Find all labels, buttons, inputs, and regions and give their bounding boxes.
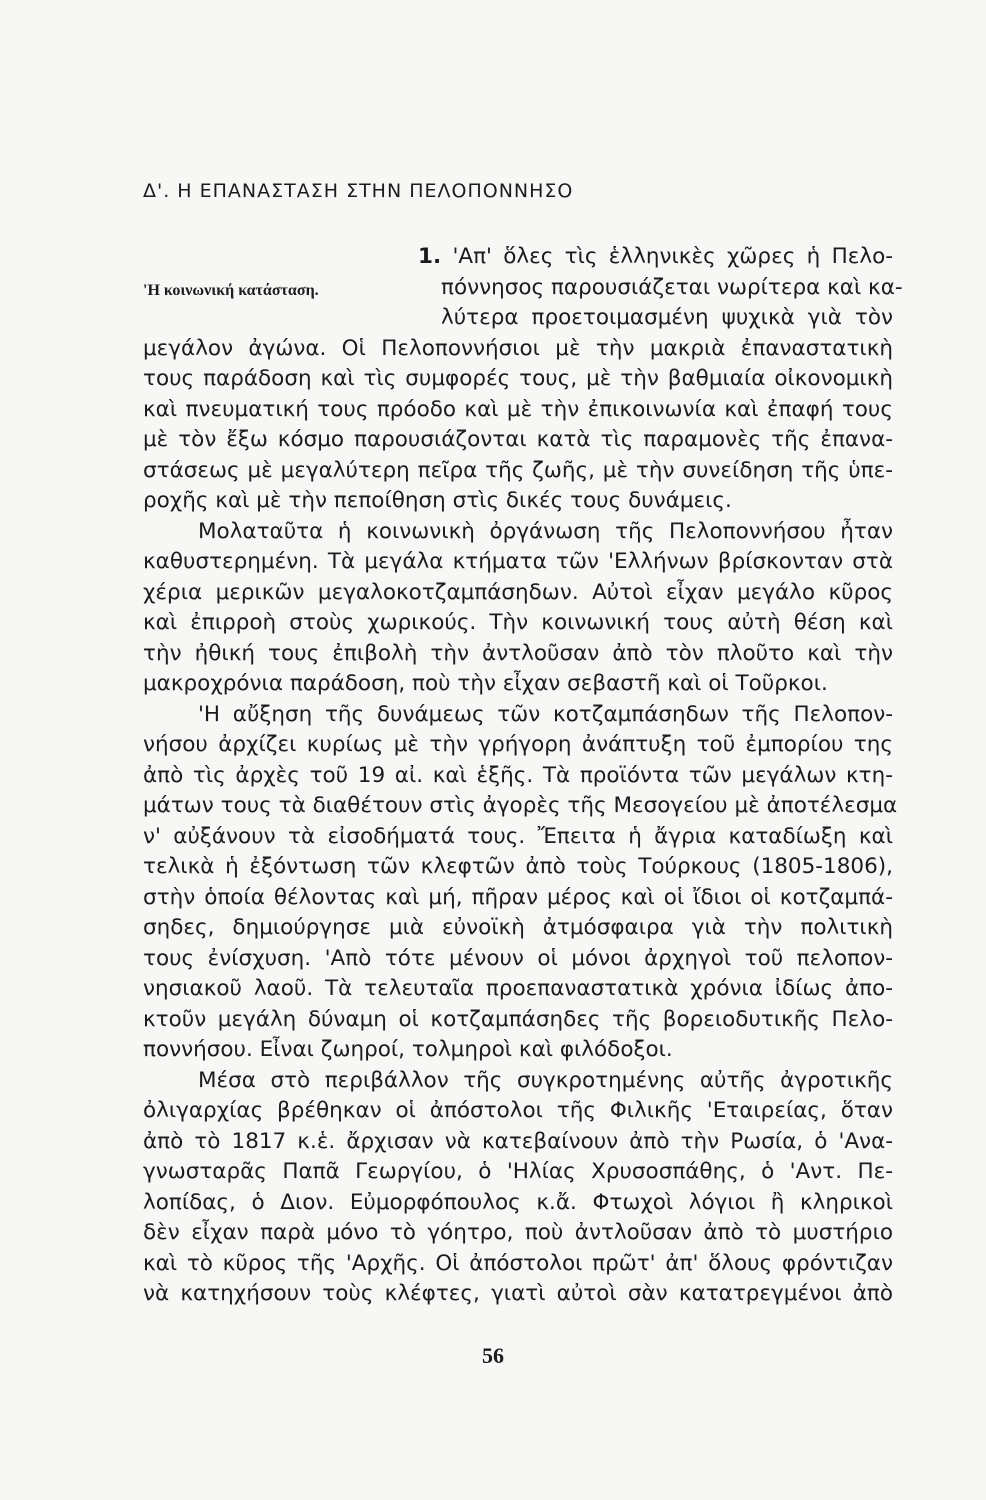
- text-line: νησιακοῦ λαοῦ. Τὰ τελευταῖα προεπαναστατικὰ χρόνια ἰδίως ἀπο-: [143, 976, 893, 1001]
- text-line: ὀλιγαρχίας βρέθηκαν οἱ ἀπόστολοι τῆς Φιλικῆς 'Εταιρείας, ὅταν: [143, 1098, 893, 1123]
- text-line: τους ἐνίσχυση. 'Απὸ τότε μένουν οἱ μόνοι ἀρχηγοὶ τοῦ πελοπον-: [143, 945, 893, 971]
- text-line: τελικὰ ἡ ἐξόντωση τῶν κλεφτῶν ἀπὸ τοὺς Τούρκους (1805-1806),: [143, 854, 893, 879]
- text-line: 1. 'Απ' ὅλες τὶς ἑλληνικὲς χῶρες ἡ Πελο-: [418, 244, 893, 269]
- section-number: 1.: [418, 244, 442, 269]
- text-line: τὴν ἠθική τους ἐπιβολὴ τὴν ἀντλοῦσαν ἀπὸ τὸν πλοῦτο καὶ τὴν: [143, 640, 893, 666]
- text-line: λύτερα προετοιμασμένη ψυχικὰ γιὰ τὸν: [441, 305, 893, 330]
- text-line: ἀπὸ τὸ 1817 κ.ἑ. ἄρχισαν νὰ κατεβαίνουν ἀπὸ τὴν Ρωσία, ὁ 'Ανα-: [143, 1128, 893, 1154]
- text-line: δὲν εἶχαν παρὰ μόνο τὸ γόητρο, ποὺ ἀντλοῦσαν ἀπὸ τὸ μυστήριο: [143, 1220, 893, 1245]
- text-line: λοπίδας, ὁ Διον. Εὐμορφόπουλος κ.ἄ. Φτωχοὶ λόγιοι ἢ κληρικοὶ: [143, 1189, 893, 1215]
- text-line: κτοῦν μεγάλη δύναμη οἱ κοτζαμπάσηδες τῆς βορειοδυτικῆς Πελο-: [143, 1006, 893, 1032]
- text-line: μάτων τους τὰ διαθέτουν στὶς ἀγορὲς τῆς Μεσογείου μὲ ἀποτέλεσμα: [143, 793, 898, 818]
- text-line: μακροχρόνια παράδοση, ποὺ τὴν εἶχαν σεβαστῆ καὶ οἱ Τοῦρκοι.: [143, 671, 828, 696]
- text-line: Μολαταῦτα ἡ κοινωνικὴ ὀργάνωση τῆς Πελοποννήσου ἦταν: [198, 518, 893, 544]
- text-line: νὰ κατηχήσουν τοὺς κλέφτες, γιατὶ αὐτοὶ σὰν κατατρεγμένοι ἀπὸ: [143, 1281, 893, 1306]
- text-line: νήσου ἀρχίζει κυρίως μὲ τὴν γρήγορη ἀνάπτυξη τοῦ ἐμπορίου της: [143, 732, 893, 757]
- text-line: τους παράδοση καὶ τὶς συμφορές τους, μὲ τὴν βαθμιαία οἰκονομικὴ: [143, 366, 893, 391]
- page-number: 56: [482, 1343, 504, 1368]
- margin-note: 'Η κοινωνική κατάσταση.: [143, 282, 319, 299]
- text-line: γνωσταρᾶς Παπᾶ Γεωργίου, ὁ 'Ηλίας Χρυσοσπάθης, ὁ 'Αντ. Πε-: [143, 1159, 893, 1184]
- text-line: σηδες, δημιούργησε μιὰ εὐνοϊκὴ ἀτμόσφαιρα γιὰ τὴν πολιτικὴ: [143, 915, 893, 940]
- body-text: [143, 242, 903, 1310]
- text-line: ἀπὸ τὶς ἀρχὲς τοῦ 19 αἰ. καὶ ἑξῆς. Τὰ προϊόντα τῶν μεγάλων κτη-: [143, 762, 893, 788]
- text-line: μὲ τὸν ἔξω κόσμο παρουσιάζονται κατὰ τὶς παραμονὲς τῆς ἐπανα-: [143, 427, 893, 452]
- text-line: στάσεως μὲ μεγαλύτερη πεῖρα τῆς ζωῆς, μὲ τὴν συνείδηση τῆς ὑπε-: [143, 457, 893, 483]
- text-line: καθυστερημένη. Τὰ μεγάλα κτήματα τῶν 'Ελλήνων βρίσκονταν στὰ: [143, 549, 893, 574]
- text-line: πόννησος παρουσιάζεται νωρίτερα καὶ κα-: [441, 274, 903, 300]
- text-line: μεγάλον ἀγώνα. Οἱ Πελοποννήσιοι μὲ τὴν μακριὰ ἐπαναστατικὴ: [143, 335, 893, 361]
- text-line: καὶ πνευματική τους πρόοδο καὶ μὲ τὴν ἐπικοινωνία καὶ ἐπαφή τους: [143, 396, 893, 422]
- text-line: ροχῆς καὶ μὲ τὴν πεποίθηση στὶς δικές τους δυνάμεις.: [143, 488, 732, 513]
- text-line: ποννήσου. Εἶναι ζωηροί, τολμηροὶ καὶ φιλόδοξοι.: [143, 1037, 673, 1062]
- text-line: χέρια μερικῶν μεγαλοκοτζαμπάσηδων. Αὐτοὶ εἶχαν μεγάλο κῦρος: [143, 579, 893, 605]
- text-line: καὶ ἐπιρροὴ στοὺς χωρικούς. Τὴν κοινωνική τους αὐτὴ θέση καὶ: [143, 610, 893, 635]
- text-line: Μέσα στὸ περιβάλλον τῆς συγκροτημένης αὐτῆς ἀγροτικῆς: [198, 1067, 893, 1093]
- text-line: στὴν ὁποία θέλοντας καὶ μή, πῆραν μέρος καὶ οἱ ἴδιοι οἱ κοτζαμπά-: [143, 884, 893, 910]
- text-line: 'Η αὔξηση τῆς δυνάμεως τῶν κοτζαμπάσηδων τῆς Πελοπον-: [198, 701, 893, 727]
- text-line: καὶ τὸ κῦρος τῆς 'Αρχῆς. Οἱ ἀπόστολοι πρῶτ' ἀπ' ὅλους φρόντιζαν: [143, 1250, 893, 1276]
- section-heading: Δ'. Η ΕΠΑΝΑΣΤΑΣΗ ΣΤΗΝ ΠΕΛΟΠΟΝΝΗΣΟ: [143, 180, 574, 202]
- text-line: ν' αὐξάνουν τὰ εἰσοδήματά τους. Ἔπειτα ἡ ἄγρια καταδίωξη καὶ: [143, 823, 893, 849]
